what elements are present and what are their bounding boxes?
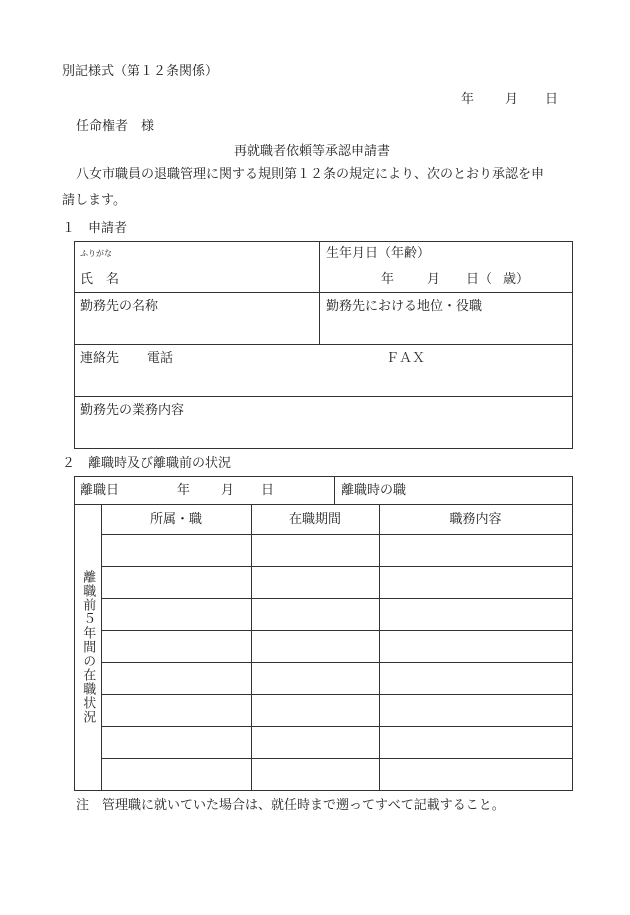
intro-line-2: 請します。	[62, 193, 126, 208]
name-field[interactable]	[80, 272, 310, 288]
section2-heading: ２ 離職時及び離職前の状況	[62, 456, 232, 471]
contact-label: 連絡先	[80, 351, 120, 366]
date-month: 月	[505, 92, 519, 107]
workplace-position-label: 勤務先における地位・役職	[326, 299, 483, 314]
column-header-affiliation: 所属・職	[149, 512, 202, 527]
retire-day: 日	[261, 483, 275, 498]
retire-post-label: 離職時の職	[341, 483, 407, 498]
side-label: 離職前５年間の在職状況	[80, 570, 96, 724]
name-label: 氏 名	[80, 272, 120, 287]
retire-date-label: 離職日	[80, 483, 120, 498]
intro-line-1: 八女市職員の退職管理に関する規則第１２条の規定により、次のとおり承認を申	[76, 167, 545, 182]
birth-day: 日（	[466, 272, 493, 287]
note: 注 管理職に就いていた場合は、就任時まで遡ってすべて記載すること。	[76, 798, 505, 813]
birth-label: 生年月日（年齢）	[326, 246, 431, 261]
date-year: 年	[461, 92, 475, 107]
birth-month: 月	[427, 272, 441, 287]
business-label: 勤務先の業務内容	[80, 403, 185, 418]
workplace-name-label: 勤務先の名称	[80, 299, 159, 314]
column-header-duties: 職務内容	[449, 512, 502, 527]
phone-label: 電話	[147, 351, 174, 366]
column-header-period: 在職期間	[288, 512, 341, 527]
birth-age: 歳）	[503, 272, 530, 287]
page-title: 再就職者依頼等承認申請書	[234, 144, 391, 159]
retire-year: 年	[177, 483, 191, 498]
form-label: 別記様式（第１２条関係）	[62, 64, 219, 79]
birth-year: 年	[381, 272, 395, 287]
retire-month: 月	[221, 483, 235, 498]
date-day: 日	[545, 92, 559, 107]
addressee: 任命権者 様	[76, 119, 155, 134]
fax-label: ＦＡＸ	[386, 351, 426, 366]
section1-heading: １ 申請者	[62, 221, 128, 236]
furigana-label: ふりがな	[80, 249, 112, 258]
